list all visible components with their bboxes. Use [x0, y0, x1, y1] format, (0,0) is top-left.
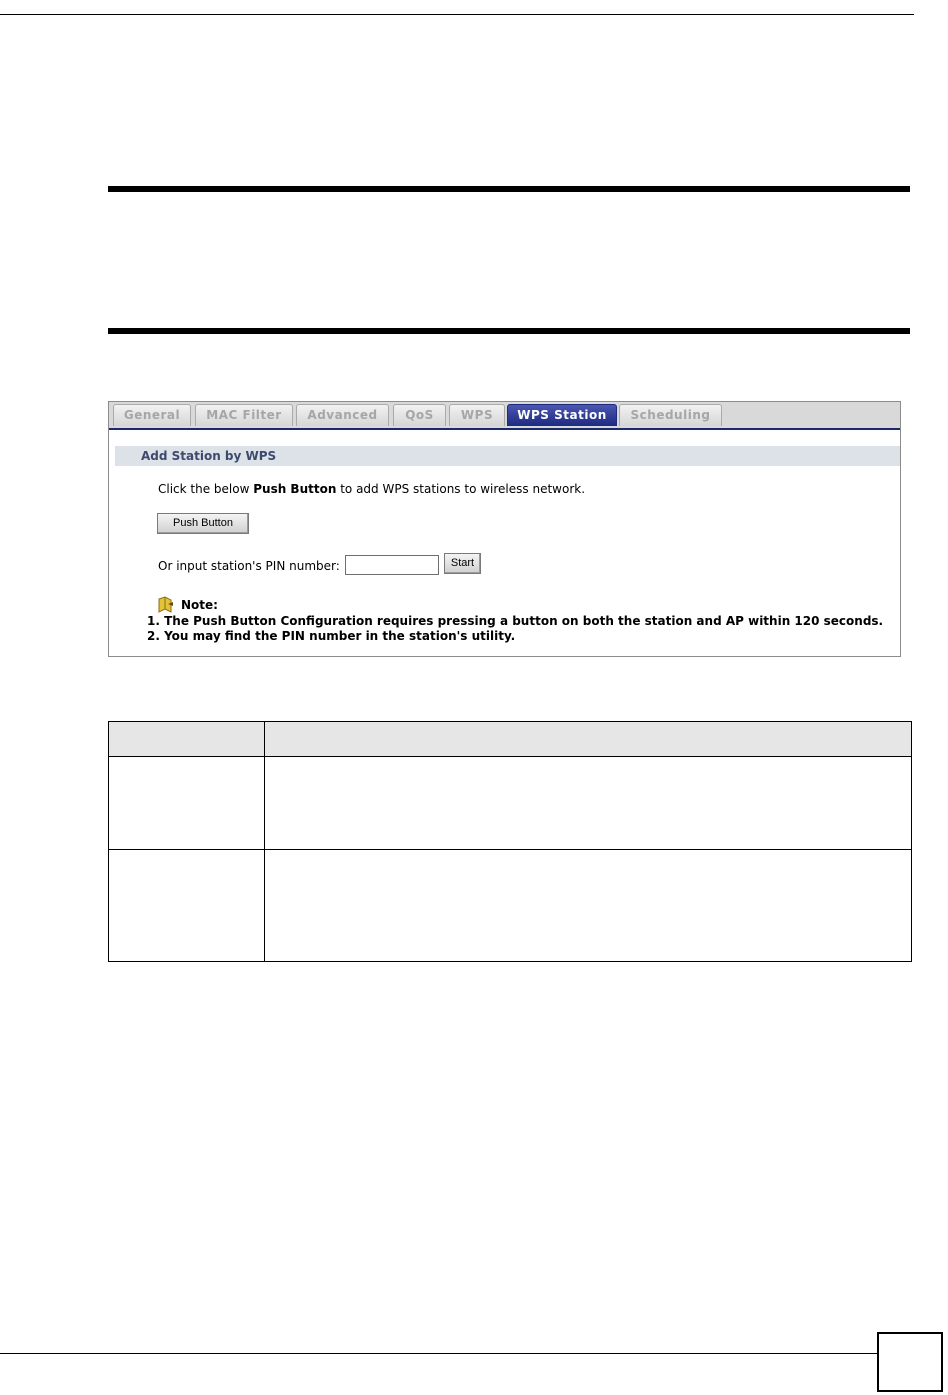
tab-bar — [109, 402, 900, 430]
note-line-2: 2. You may find the PIN number in the station's utility. — [147, 629, 516, 643]
tab-scheduling[interactable]: Scheduling — [619, 404, 722, 426]
section-rule-top — [108, 186, 910, 192]
table-header-row — [109, 722, 912, 757]
table-cell-label — [109, 850, 265, 962]
table-row — [109, 757, 912, 850]
table-row — [109, 850, 912, 962]
tab-qos[interactable]: QoS — [393, 404, 446, 426]
table-cell-description — [265, 850, 912, 962]
section-rule-bottom — [108, 328, 910, 334]
pin-label: Or input station's PIN number: — [158, 559, 340, 573]
table-cell-description — [265, 757, 912, 850]
pin-input[interactable] — [345, 555, 439, 575]
instruction-bold: Push Button — [253, 482, 337, 496]
section-header — [115, 446, 900, 466]
section-title: Add Station by WPS — [141, 449, 277, 463]
tab-mac-filter[interactable]: MAC Filter — [195, 404, 293, 426]
wps-station-screenshot — [108, 401, 901, 657]
table-header-cell-description — [265, 722, 912, 757]
note-line-1: 1. The Push Button Configuration requires pressing a button on both the station and AP within 120 seconds. — [147, 614, 884, 628]
instruction-text — [158, 482, 585, 496]
tab-wps-station[interactable]: WPS Station — [507, 404, 617, 426]
header-rule — [0, 14, 914, 15]
note-book-icon — [157, 596, 175, 614]
start-button[interactable]: Start — [444, 553, 481, 574]
note-label: Note: — [181, 598, 218, 612]
page-number-box — [877, 1332, 943, 1392]
tab-general[interactable]: General — [113, 404, 191, 426]
push-button[interactable]: Push Button — [157, 513, 249, 534]
footer-rule — [0, 1353, 878, 1354]
instruction-suffix: to add WPS stations to wireless network. — [336, 482, 586, 496]
instruction-prefix: Click the below — [158, 482, 254, 496]
table-cell-label — [109, 757, 265, 850]
tab-wps[interactable]: WPS — [449, 404, 505, 426]
table-header-cell-label — [109, 722, 265, 757]
tab-advanced[interactable]: Advanced — [296, 404, 389, 426]
description-table — [108, 721, 912, 962]
